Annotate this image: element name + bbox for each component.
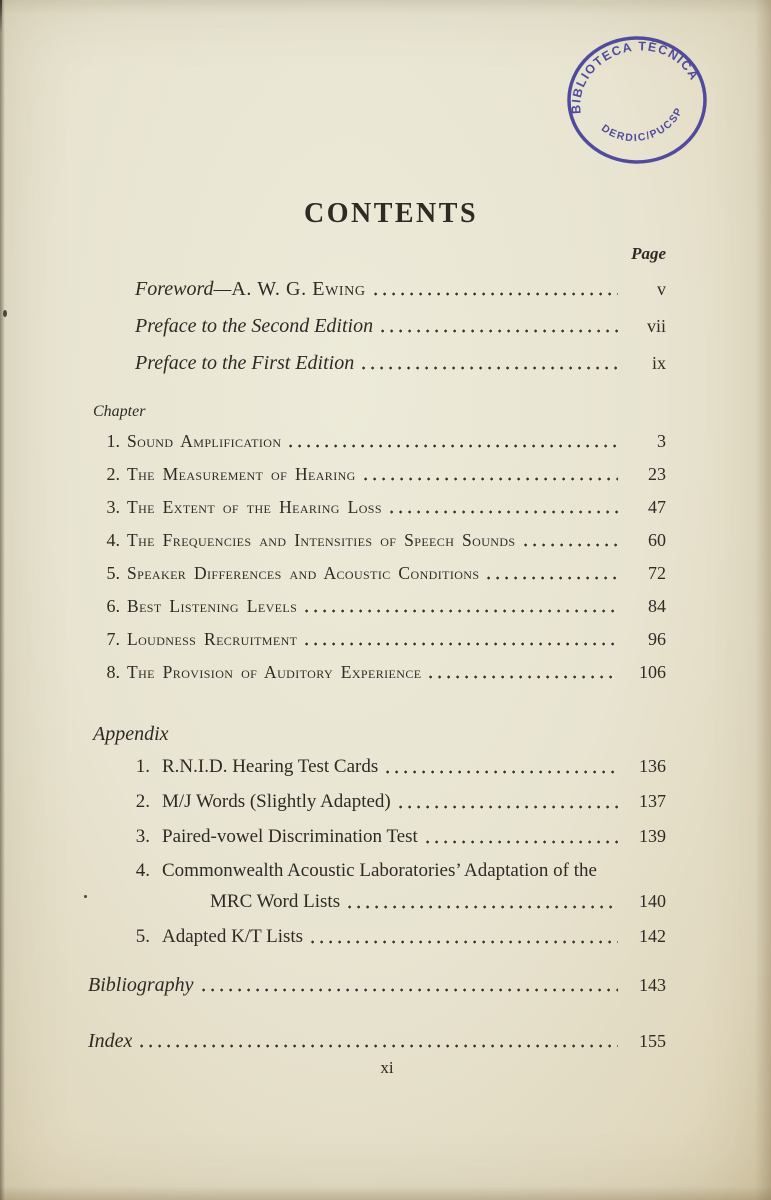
dot-leader (386, 770, 618, 774)
appendix-number: 1. (135, 756, 150, 777)
dot-leader (364, 477, 618, 481)
page-number: 47 (648, 497, 666, 517)
appendix-number: 2. (135, 791, 150, 812)
stamp-bottom-text: DERDIC/PUCSP (599, 105, 686, 145)
page-number: 140 (639, 891, 666, 911)
toc-row-preface-first (88, 351, 666, 375)
page-number: 23 (648, 464, 666, 484)
entry-title: Foreword— (135, 278, 232, 300)
dot-leader (362, 366, 618, 370)
toc-entry-label: Index (88, 1030, 133, 1052)
toc-row-chapter-8 (88, 660, 666, 684)
stamp-top-text: BIBLIOTECA TÉCNICA (569, 39, 702, 115)
toc-entry-label: Preface to the First Edition (135, 352, 355, 374)
table-of-contents (88, 198, 666, 1078)
page-number: v (657, 279, 666, 299)
chapter-title: The Measurement of Hearing (127, 464, 356, 484)
page-number: 136 (639, 756, 666, 776)
dot-leader (426, 840, 618, 844)
chapter-title: Speaker Differences and Acoustic Conditions (127, 563, 480, 583)
toc-row-appendix-3 (88, 824, 666, 849)
folio-page-number: xi (380, 1058, 394, 1077)
toc-entry-label: Preface to the Second Edition (135, 315, 374, 337)
chapter-number: 8. (106, 662, 120, 682)
page-number: 137 (639, 791, 666, 811)
page-number: 143 (639, 975, 666, 995)
dot-leader (348, 905, 618, 909)
dot-leader (399, 805, 618, 809)
appendix-title: Paired-vowel Discrimination Test (162, 826, 418, 847)
appendix-number: 5. (135, 926, 150, 947)
toc-row-appendix-1 (88, 754, 666, 779)
appendix-title-line2: MRC Word Lists (210, 891, 341, 912)
toc-row-preface-second (88, 314, 666, 338)
dot-leader (429, 675, 618, 679)
toc-row-chapter-5 (88, 561, 666, 585)
dot-leader (202, 988, 618, 992)
scan-edge-scratch (0, 0, 2, 34)
page-number: 106 (639, 662, 666, 682)
entry-author: A. W. G. Ewing (231, 278, 366, 300)
toc-row-chapter-1 (88, 429, 666, 453)
toc-row-chapter-3 (88, 495, 666, 519)
page-number: ix (651, 353, 666, 373)
toc-row-appendix-4-continuation (88, 889, 666, 914)
chapter-title: Sound Amplification (127, 431, 282, 451)
library-stamp-graphic (557, 25, 717, 175)
appendix-title: R.N.I.D. Hearing Test Cards (162, 756, 379, 777)
toc-row-appendix-4 (88, 859, 666, 883)
dot-leader (289, 444, 618, 448)
toc-entry-label (135, 277, 366, 301)
chapter-title: The Frequencies and Intensities of Speech Sounds (127, 530, 516, 550)
dot-leader (487, 576, 618, 580)
appendix-number: 4. (135, 860, 150, 881)
page-number: 72 (648, 563, 666, 583)
chapter-title: The Provision of Auditory Experience (127, 662, 422, 682)
library-stamp (557, 25, 717, 175)
chapter-number: 2. (106, 464, 120, 484)
appendix-title: M/J Words (Slightly Adapted) (162, 791, 391, 812)
page-number: 84 (648, 596, 666, 616)
page-number: 60 (648, 530, 666, 550)
dot-leader (140, 1044, 618, 1048)
dot-leader (305, 609, 618, 613)
appendix-title: Commonwealth Acoustic Laboratories’ Adaptation of the (162, 860, 597, 881)
toc-row-appendix-5 (88, 924, 666, 949)
toc-row-bibliography (88, 973, 666, 997)
page-number: 155 (639, 1031, 666, 1051)
appendix-section-header: Appendix (93, 723, 169, 745)
dot-leader (374, 292, 618, 296)
chapter-title: Loudness Recruitment (127, 629, 298, 649)
dot-leader (305, 642, 618, 646)
page-title: CONTENTS (303, 198, 479, 229)
page-number: vii (646, 316, 666, 336)
chapter-number: 7. (106, 629, 120, 649)
appendix-title: Adapted K/T Lists (162, 926, 304, 947)
toc-row-chapter-4 (88, 528, 666, 552)
page-number: 139 (639, 826, 666, 846)
dot-leader (381, 329, 618, 333)
toc-row-chapter-6 (88, 594, 666, 618)
chapter-number: 1. (106, 431, 120, 451)
chapter-number: 5. (106, 563, 120, 583)
toc-row-foreword (88, 277, 666, 301)
toc-row-index (88, 1029, 666, 1053)
toc-row-chapter-2 (88, 462, 666, 486)
chapter-section-header: Chapter (93, 403, 146, 420)
dot-leader (311, 940, 618, 944)
chapter-title: Best Listening Levels (127, 596, 298, 616)
ink-speck (3, 310, 7, 317)
dot-leader (524, 543, 619, 547)
toc-row-chapter-7 (88, 627, 666, 651)
chapter-number: 4. (106, 530, 120, 550)
page-number: 142 (639, 926, 666, 946)
dot-leader (390, 510, 618, 514)
chapter-title: The Extent of the Hearing Loss (127, 497, 382, 517)
page-number: 96 (648, 629, 666, 649)
page-column-label: Page (631, 244, 666, 263)
toc-row-appendix-2 (88, 789, 666, 814)
chapter-number: 6. (106, 596, 120, 616)
chapter-number: 3. (106, 497, 120, 517)
toc-entry-label: Bibliography (88, 974, 194, 996)
ink-speck (84, 895, 87, 898)
page-number: 3 (657, 431, 666, 451)
appendix-number: 3. (135, 826, 150, 847)
